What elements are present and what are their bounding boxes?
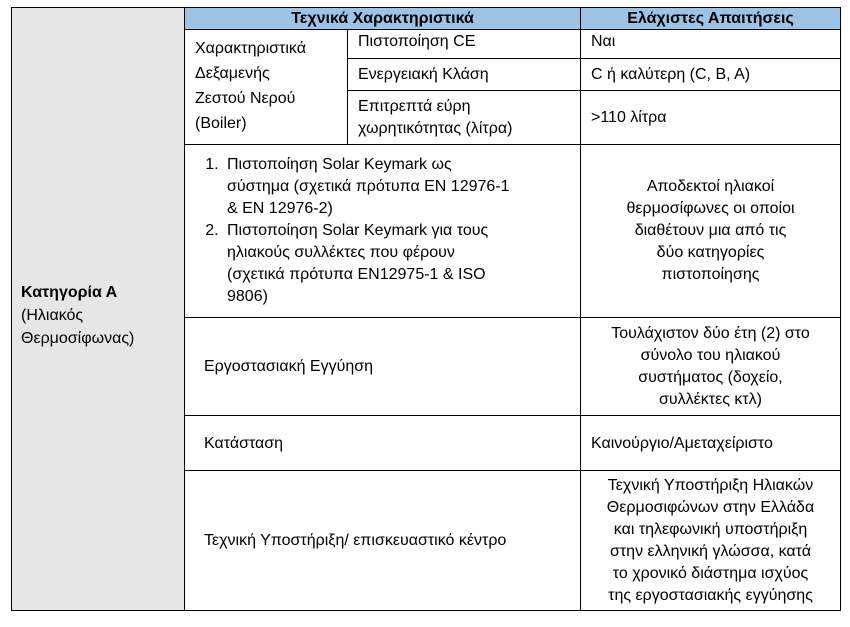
support-line2: Θερμοσιφώνων στην Ελλάδα [606, 498, 815, 516]
energy-label: Ενεργειακή Κλάση [348, 59, 581, 91]
condition-value: Καινούργιο/Αμεταχείριστο [581, 416, 841, 471]
support-value [581, 471, 841, 611]
warranty-line4: συλλέκτες κτλ) [658, 390, 762, 408]
warranty-line3: συστήματος (δοχείο, [638, 368, 783, 386]
certifications-cell [185, 145, 581, 318]
ce-label: Πιστοποίηση CE [348, 30, 581, 59]
category-title: Κατηγορία Α [21, 283, 118, 301]
condition-label: Κατάσταση [185, 416, 581, 471]
ce-value: Ναι [581, 30, 841, 59]
warranty-line1: Τουλάχιστον δύο έτη (2) στο [611, 324, 810, 342]
support-line3: και τηλεφωνική υποστήριξη [613, 520, 808, 538]
header-technical: Τεχνικά Χαρακτηριστικά [185, 8, 581, 30]
category-subtitle-line1: (Ηλιακός [21, 306, 84, 324]
category-subtitle-line2: Θερμοσίφωνας) [21, 329, 135, 347]
cert1-line2: σύστημα (σχετικά πρότυπα EN 12976-1 [227, 178, 510, 195]
boiler-line1: Χαρακτηριστικά [195, 40, 306, 57]
capacity-label-line1: Επιτρεπτά εύρη [358, 97, 471, 115]
capacity-label-cell [348, 91, 581, 145]
certification-item-2 [223, 220, 576, 308]
cert-req-line4: δύο κατηγορίες [656, 244, 765, 261]
cert-req-line1: Αποδεκτοί ηλιακοί [646, 178, 775, 195]
requirements-table [11, 7, 841, 611]
cert1-line3: & EN 12976-2) [227, 200, 333, 217]
boiler-line4: (Boiler) [195, 115, 247, 132]
cert2-line3: (σχετικά πρότυπα EN12975-1 & ISO [227, 266, 486, 283]
cert2-line2: ηλιακούς συλλέκτες που φέρουν [227, 244, 455, 261]
header-requirements: Ελάχιστες Απαιτήσεις [581, 8, 841, 30]
certification-item-1 [223, 154, 576, 220]
certifications-requirement [581, 145, 841, 318]
category-cell [12, 8, 185, 611]
support-label: Τεχνική Υποστήριξη/ επισκευαστικό κέντρο [185, 471, 581, 611]
support-line1: Τεχνική Υποστήριξη Ηλιακών [607, 476, 814, 494]
cert2-line1: Πιστοποίηση Solar Keymark για τους [227, 222, 489, 239]
boiler-line2: Δεξαμενής [195, 65, 270, 82]
warranty-label: Εργοστασιακή Εγγύηση [185, 318, 581, 416]
cert1-line1: Πιστοποίηση Solar Keymark ως [227, 156, 452, 173]
support-line4: στην ελληνική γλώσσα, κατά [609, 542, 811, 560]
support-line6: της εργοστασιακής εγγύησης [608, 586, 813, 604]
boiler-label-cell [185, 30, 348, 145]
boiler-line3: Ζεστού Νερού [195, 90, 296, 107]
cert-req-line5: πιστοποίησης [661, 266, 760, 283]
warranty-value [581, 318, 841, 416]
certifications-list [189, 154, 576, 308]
cert-req-line3: διαθέτουν μια από τις [634, 222, 787, 239]
cert2-line4: 9806) [227, 288, 268, 305]
capacity-value: >110 λίτρα [581, 91, 841, 145]
cert-req-line2: θερμοσίφωνες οι οποίοι [626, 200, 795, 217]
support-line5: το χρονικό διάστημα ισχύος [612, 564, 809, 582]
energy-value: C ή καλύτερη (C, B, A) [581, 59, 841, 91]
warranty-line2: σύνολο του ηλιακού [640, 346, 781, 364]
capacity-label-line2: χωρητικότητας (λίτρα) [358, 119, 513, 137]
